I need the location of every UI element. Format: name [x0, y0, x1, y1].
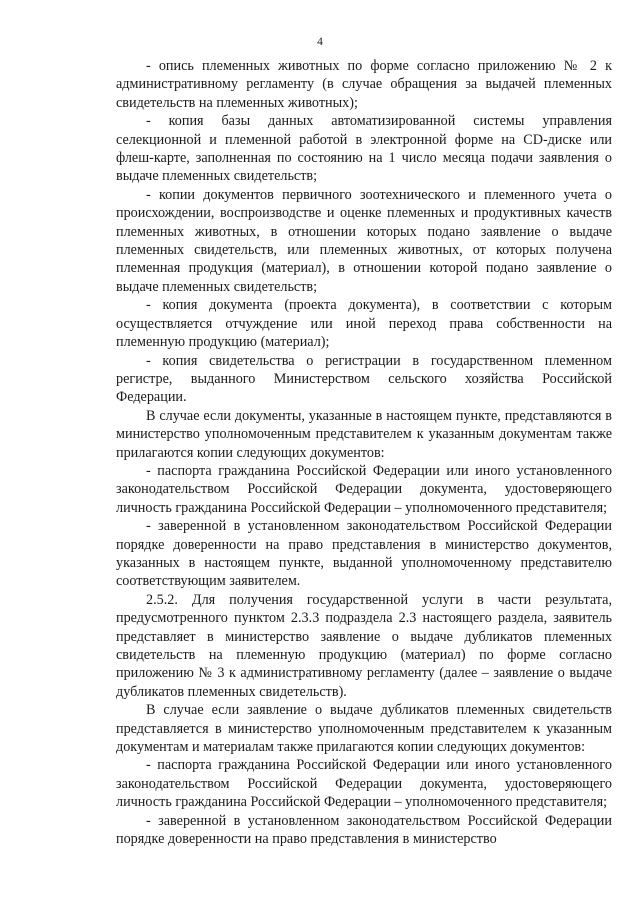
paragraph-section-2-5-2: 2.5.2. Для получения государственной услуги в части результата, предусмотренного пунктом 2.3.3 подраздела 2.3 настоящего раздела, заявитель представляет в министерство заявление о выдаче дубликатов племенных свидетельств на племенную продукцию (материал) по форме согласно приложению № 3 к административному регламенту (далее – заявление о выдаче дубликатов племенных свидетельств). [116, 591, 612, 700]
document-body [116, 57, 612, 848]
paragraph-database-copy: - копия базы данных автоматизированной системы управления селекционной и племенной работой в электронной форме на CD-диске или флеш-карте, заполненная по состоянию на 1 число месяца подачи заявления о выдаче племенных свидетельств; [116, 113, 612, 185]
paragraph-power-of-attorney: - заверенной в установленном законодательством Российской Федерации порядке доверенности на право представления в министерство документов, указанных в настоящем пункте, выданной уполномоченному представителю соответствующим заявителем. [116, 518, 612, 590]
paragraph-zootechnical-records: - копии документов первичного зоотехнического и племенного учета о происхождении, воспроизводстве и оценке племенных и продуктивных качеств племенных животных, в отношении которых подано заявление о выдаче племенных свидетельств, или племенных животных, от которых получена племенная продукция (материал), в отношении которой подано заявление о выдаче племенных свидетельств; [116, 186, 612, 295]
paragraph-representative-case: В случае если документы, указанные в настоящем пункте, представляются в министерство уполномоченным представителем к указанным документам также прилагаются копии следующих документов: [116, 407, 612, 461]
paragraph-duplicates-representative-case: В случае если заявление о выдаче дубликатов племенных свидетельств представляется в министерство уполномоченным представителем к указанным документам и материалам также прилагаются копии следующих документов: [116, 702, 612, 756]
paragraph-inventory-of-animals: - опись племенных животных по форме согласно приложению № 2 к административному регламенту (в случае обращения за выдачей племенных свидетельств на племенных животных); [116, 58, 612, 111]
paragraph-registry-certificate: - копия свидетельства о регистрации в государственном племенном регистре, выданного Министерством сельского хозяйства Российской Федерации. [116, 352, 612, 406]
paragraph-ownership-document: - копия документа (проекта документа), в соответствии с которым осуществляется отчуждение или иной переход права собственности на племенную продукцию (материал); [116, 297, 612, 351]
paragraph-passport-copy-2: - паспорта гражданина Российской Федерации или иного установленного законодательством Российской Федерации документа, удостоверяющего личность гражданина Российской Федерации – уполномоченного представителя; [116, 757, 612, 811]
paragraph-power-of-attorney-2: - заверенной в установленном законодательством Российской Федерации порядке доверенности на право представления в министерство [116, 812, 612, 848]
paragraph-passport-copy: - паспорта гражданина Российской Федерации или иного установленного законодательством Российской Федерации документа, удостоверяющего личность гражданина Российской Федерации – уполномоченного представителя; [116, 462, 612, 516]
page-number: 4 [317, 36, 323, 48]
